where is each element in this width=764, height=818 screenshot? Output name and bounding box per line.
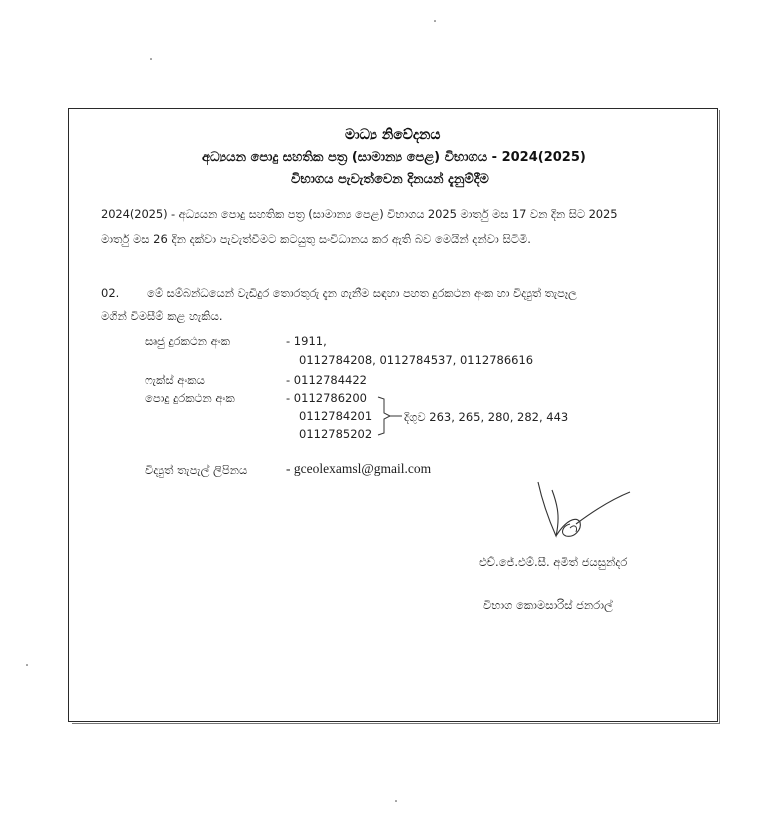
signatory-designation: විභාග කොමසාරිස් ජනරාල් [483, 598, 613, 612]
general-phone-1: - 0112786200 [286, 391, 367, 405]
brace-icon [376, 395, 406, 439]
notice-title: මාධ්‍ය නිවේදනය [345, 127, 441, 143]
para2-line1: මේ සම්බන්ධයෙන් වැඩිදුර තොරතුරු දැන ගැනීම සඳහා පහත දුරකථන අංක හා විද්‍යුත් තැපෑල [147, 286, 577, 300]
hotline-label: සෘජු දුරකථන අංක [145, 334, 231, 348]
general-phone-3: 0112785202 [299, 427, 373, 441]
scan-speck [434, 20, 436, 22]
fax-label: ෆැක්ස් අංකය [145, 373, 205, 387]
general-phone-2: 0112784201 [299, 409, 373, 423]
email-label: විද්‍යුත් තැපැල් ලිපිනය [145, 463, 248, 477]
signatory-name: එච්.ජේ.එම්.සී. අමිත් ජයසුන්දර [479, 555, 628, 569]
notice-subtitle-dates: විභාගය පැවැත්වෙන දිනයන් දැනුම්දීම [291, 172, 489, 187]
email-address[interactable]: - gceolexamsl@gmail.com [286, 461, 432, 476]
para2-line2: මගින් විමසීම් කළ හැකිය. [101, 309, 223, 323]
general-phone-label: පොදු දුරකථන අංක [145, 391, 235, 405]
scan-speck [395, 800, 397, 802]
hotline-numbers: 0112784208, 0112784537, 0112786616 [299, 353, 534, 367]
signature-mark [530, 478, 640, 550]
scan-speck [150, 58, 152, 60]
hotline-number: - 1911, [286, 334, 327, 348]
para2-number: 02. [101, 286, 120, 300]
notice-subtitle: අධ්‍යයන පොදු සහතික පත්‍ර (සාමාන්‍ය පෙළ) විභාගය - 2024(2025) [202, 150, 586, 165]
para1-line2: මාර්තු මස 26 දින දක්වා පැවැත්වීමට කටයුතු සංවිධානය කර ඇති බව මෙයින් දන්වා සිටිමි. [101, 232, 531, 246]
para1-line1: 2024(2025) - අධ්‍යයන පොදු සහතික පත්‍ර (සාමාන්‍ය පෙළ) විභාගය 2025 මාර්තු මස 17 වන දින සිට 2025 [101, 207, 618, 221]
scan-speck [26, 664, 28, 666]
fax-number: - 0112784422 [286, 373, 367, 387]
extension-numbers: දිගුව 263, 265, 280, 282, 443 [404, 410, 569, 424]
